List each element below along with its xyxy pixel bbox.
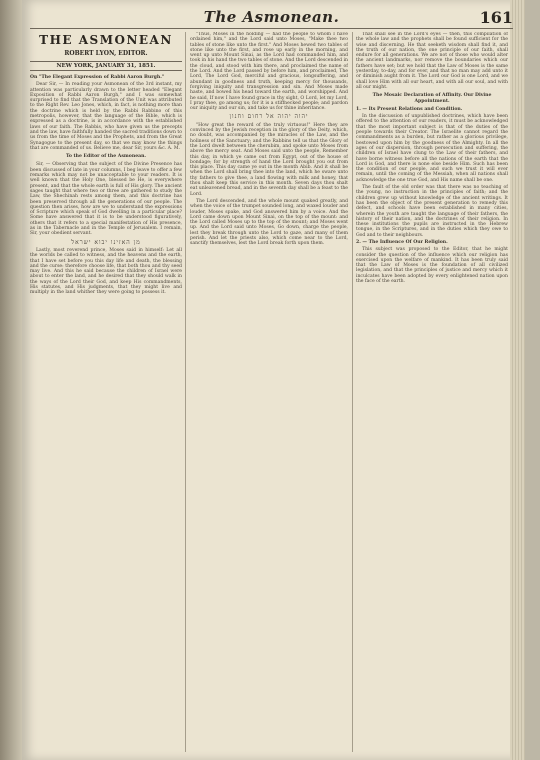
page-number: 161 [479, 8, 513, 27]
book-binding [0, 0, 22, 760]
article-paragraph: "Thus, Moses in the holding — had the people to whom I have ordained him," and the Lord said unto Moses, "Make thee two tables of stone like unto the first." And Moses hewed two tables of stone like unto the first, and rose up early in the morning, and went up unto Mount Sinai, as the Lord had commanded him, and took in his hand the two tables of stone. And the Lord descended in the cloud, and stood with him there, and proclaimed the name of the Lord. And the Lord passed by before him, and proclaimed, The Lord, The Lord God, merciful and gracious, longsuffering, and abundant in goodness and truth, keeping mercy for thousands, forgiving iniquity and transgression and sin. And Moses made haste, and bowed his head toward the earth, and worshipped. And he said, If now I have found grace in thy sight, O Lord, let my Lord, I pray thee, go among us; for it is a stiffnecked people; and pardon our iniquity and our sin, and take us for thine inheritance. [190, 32, 348, 112]
running-title: The Asmonean. [203, 8, 340, 26]
hebrew-verse: יהוה יהוה אל רחום וחנון [229, 113, 309, 121]
article-subheading: 1. — Its Present Relations and Condition. [356, 106, 463, 112]
column-rule [185, 32, 186, 752]
masthead-title: THE ASMONEAN [39, 33, 173, 47]
article-heading: On "The Elegant Expression of Rabbi Aaron Burgh." [30, 75, 165, 80]
newspaper-page [22, 0, 525, 760]
article-paragraph: Sir, — Observing that the subject of the Divine Presence has been discussed of late in your columns, I beg leave to offer a few remarks which may not be unacceptable to your readers. It is well known that the Holy One, blessed be He, is everywhere present, and that the whole earth is full of His glory. The ancient sages taught that where two or three are gathered to study the Law, the Shechinah rests among them, and this doctrine has been preserved through all the generations of our people. The question then arises, how are we to understand the expressions of Scripture which speak of God dwelling in a particular place? Some have answered that it is to be understood figuratively, others that it refers to a special manifestation of His presence, as in the Tabernacle and in the Temple of Jerusalem. I remain, Sir, your obedient servant. [30, 162, 182, 237]
column-rule [352, 32, 353, 752]
column-3 [356, 32, 508, 752]
article-heading: The Mosaic Declaration of Affinity. Our Divine Appointment. [372, 93, 492, 104]
article-paragraph: The Lord descended, and the whole mount quaked greatly, and when the voice of the trumpet sounded long, and waxed louder and louder, Moses spake, and God answered him by a voice. And the Lord came down upon Mount Sinai, on the top of the mount: and the Lord called Moses up to the top of the mount; and Moses went up. And the Lord said unto Moses, Go down, charge the people, lest they break through unto the Lord to gaze, and many of them perish. And let the priests also, which come near to the Lord, sanctify themselves, lest the Lord break forth upon them. [190, 198, 348, 247]
article-paragraph: The fault of the old order was that there was no teaching of the young, no instruction in the principles of faith; and the children grew up without knowledge of the ancient writings. It has been the object of the present generation to remedy this defect, and schools have been established in many cities, wherein the youth are taught the language of their fathers, the history of their nation, and the doctrines of their religion. In these institutions the pupils are instructed in the Hebrew tongue, in the Scriptures, and in the duties which they owe to God and to their neighbours. [356, 185, 508, 238]
article-subheading: 2. — The Influence Of Our Religion. [356, 239, 448, 245]
article-paragraph: Dear Sir, — In reading your Asmonean of the 3rd instant, my attention was particularly drawn to the letter headed "Elegant Exposition of Rabbi Aaron Burgh," and I was somewhat surprised to find that the Translation of the Unit was attributed to the Right Rev. Leo Jones, which, in fact, is nothing more than the doctrine which is held by the Rabbi Rabbino of this metropolis, however, that the language of the Bible, which is expressed as a doctrine, is in accordance with the established laws of our faith. The Rabbis, who have given us the precepts and the law, have faithfully handed the sacred traditions down to us from the time of Moses and the Prophets, and from the Great Synagogue to the present day, so that we may know the things that are commanded of us. Believe me, dear Sir, yours &c. A. M. [30, 82, 182, 151]
masthead-editor: ROBERT LYON, EDITOR. [64, 50, 148, 57]
hebrew-verse: מן האזינו יבוא ישראל [71, 238, 141, 246]
article-paragraph: Lastly, most reverend prince, Moses said in himself: Let all the worlds be called to witness, and the heavens and the earth, that I have set before you this day life and death, the blessing and the curse: therefore choose life, that both thou and thy seed may live. And this he said because the children of Israel were about to enter the land, and he desired that they should walk in the ways of the Lord their God, and keep His commandments, His statutes, and His judgments, that they might live and multiply in the land whither they were going to possess it. [30, 247, 182, 296]
article-heading: To the Editor of the Asmonean. [65, 154, 147, 160]
page-header [30, 6, 513, 29]
page-edge [510, 0, 525, 760]
column-2 [190, 32, 348, 752]
article-paragraph: "How great the reward of the truly virtuous!" Here they are convinced by the Jewish reception in the glory of the Deity, which, no doubt, was accompanied by the miracles of the Law, and the holiness of the Sanctuary; and the Rabbins tell us that the Glory of the Lord dwelt between the cherubim, and spoke unto Moses from above the mercy seat. And Moses said unto the people, Remember this day, in which ye came out from Egypt, out of the house of bondage; for by strength of hand the Lord brought you out from this place. This day came ye out in the month Abib. And it shall be when the Lord shall bring thee into the land, which he sware unto thy fathers to give thee, a land flowing with milk and honey, that thou shalt keep this service in this month. Seven days thou shalt eat unleavened bread, and in the seventh day shall be a feast to the Lord. [190, 122, 348, 197]
article-paragraph: That shall see in the Lord's eyes — then, this compilation of the whole law and the prophets shall be found sufficient for the wise and discerning. He that seeketh wisdom shall find it, and the truth of our nation, the one principle of our faith, shall endure for all generations. We are not of those who would alter the ancient landmarks, nor remove the boundaries which our fathers have set; but we hold that the Law of Moses is the same yesterday, to-day, and for ever, and that no man may add unto it or diminish aught from it. The Lord our God is one Lord, and we shall love Him with all our heart, and with all our soul, and with all our might. [356, 32, 508, 90]
masthead-date: NEW YORK, JANUARY 31, 1851. [30, 61, 182, 71]
column-1 [30, 32, 182, 752]
article-paragraph: This subject was proposed to the Editor, that he might consider the question of the influence which our religion has exercised upon the welfare of mankind. It has been truly said that the Law of Moses is the foundation of all civilized legislation, and that the principles of justice and mercy which it inculcates have been adopted by every enlightened nation upon the face of the earth. [356, 247, 508, 285]
article-paragraph: In the discussion of unpublished doctrines, which have been offered to the attention of our readers, it must be acknowledged that the most important subject is that of the duties of the people towards their Creator. The Israelite cannot regard the commandments as a burden, but rather as a glorious privilege, bestowed upon him by the goodness of the Almighty. In all the ages of our dispersion, through persecution and suffering, the children of Israel have clung to the Law of their fathers, and have borne witness before all the nations of the earth that the Lord is God, and there is none else beside Him. Such has been the condition of our people, and such we trust it will ever remain, until the coming of the Messiah, when all nations shall acknowledge the one true God, and His name shall be one. [356, 114, 508, 183]
